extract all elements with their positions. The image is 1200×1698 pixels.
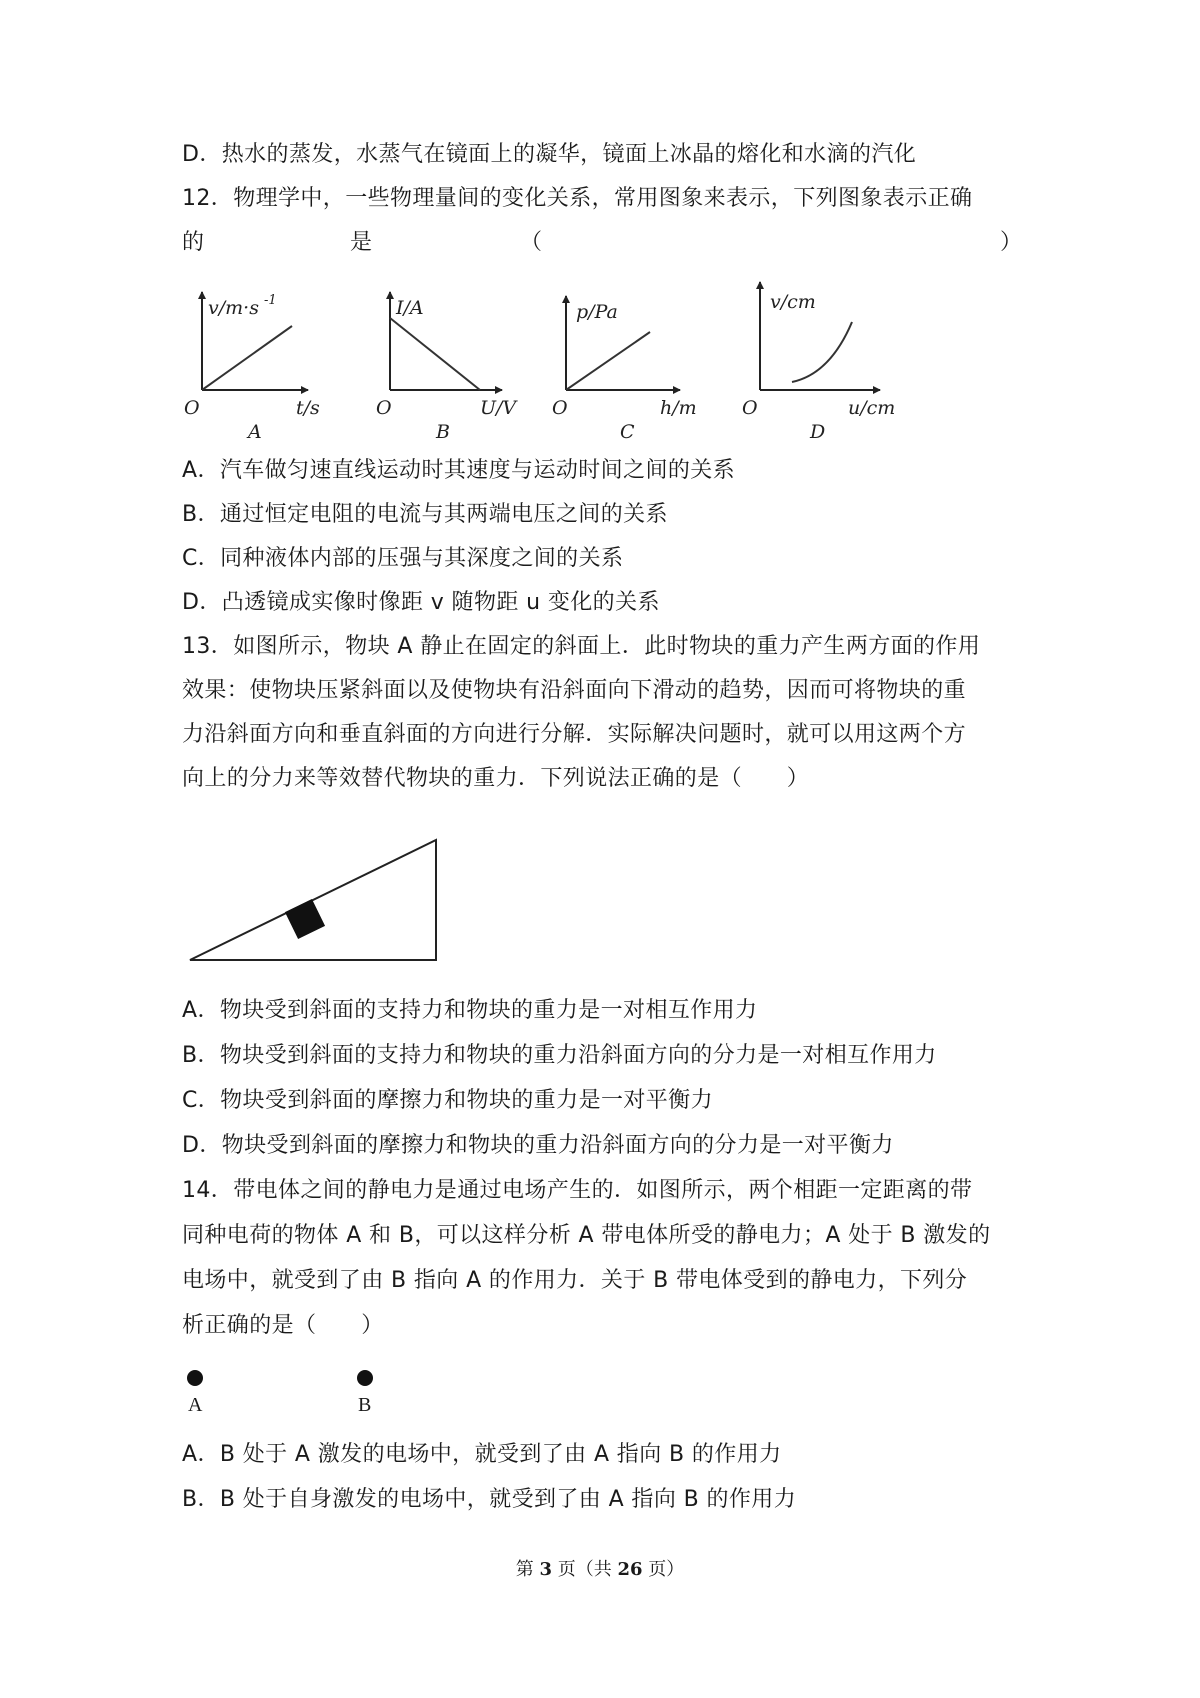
footer-total-pages: 26 — [617, 1559, 643, 1580]
q13-option-c: C．物块受到斜面的摩擦力和物块的重力是一对平衡力 — [182, 1088, 713, 1113]
q14-stem-line-2: 同种电荷的物体 A 和 B，可以这样分析 A 带电体所受的静电力；A 处于 B 激发的 — [182, 1223, 991, 1248]
q11-option-d: D．热水的蒸发，水蒸气在镜面上的凝华，镜面上冰晶的熔化和水滴的汽化 — [182, 142, 917, 167]
q13-stem-line-4: 向上的分力来等效替代物块的重力．下列说法正确的是（ ） — [182, 766, 810, 791]
charge-b-dot — [357, 1370, 373, 1386]
q12-stem-part-a: 的 — [182, 230, 205, 255]
graph-d-caption: D — [810, 421, 826, 440]
graph-a-data-line — [202, 326, 292, 390]
incline-figure — [182, 834, 452, 968]
footer-prefix: 第 — [515, 1559, 540, 1580]
graph-b-data-line — [390, 318, 480, 390]
q14-option-b: B．B 处于自身激发的电场中，就受到了由 A 指向 B 的作用力 — [182, 1487, 797, 1512]
graph-c-y-label: p/Pa — [576, 301, 618, 323]
q14-stem-line-4: 析正确的是（ ） — [182, 1313, 384, 1338]
charge-a-dot — [187, 1370, 203, 1386]
page-footer — [0, 1558, 1200, 1582]
q12-stem-part-b: 是 — [350, 230, 373, 255]
q14-stem-line-1: 14．带电体之间的静电力是通过电场产生的．如图所示，两个相距一定距离的带 — [182, 1178, 973, 1203]
q12-option-b: B．通过恒定电阻的电流与其两端电压之间的关系 — [182, 502, 668, 527]
graph-b-x-label: U/V — [480, 397, 517, 419]
graph-c — [552, 296, 697, 440]
q13-option-b: B．物块受到斜面的支持力和物块的重力沿斜面方向的分力是一对相互作用力 — [182, 1043, 937, 1068]
block-a — [285, 899, 325, 939]
graph-a-x-label: t/s — [296, 397, 320, 419]
charge-b-label: B — [358, 1394, 372, 1416]
q12-paren-close: ） — [1000, 230, 1023, 255]
footer-page-number: 3 — [539, 1559, 552, 1580]
q12-stem-line-1: 12．物理学中，一些物理量间的变化关系，常用图象来表示，下列图象表示正确 — [182, 186, 973, 211]
q13-stem-line-2: 效果：使物块压紧斜面以及使物块有沿斜面向下滑动的趋势，因而可将物块的重 — [182, 678, 967, 703]
incline-triangle — [190, 840, 436, 960]
graph-b-origin: O — [376, 397, 392, 419]
graph-a-caption: A — [248, 421, 262, 440]
graph-c-data-line — [566, 332, 650, 390]
graph-b — [376, 292, 518, 440]
graph-a — [184, 292, 320, 440]
q13-stem-line-1: 13．如图所示，物块 A 静止在固定的斜面上．此时物块的重力产生两方面的作用 — [182, 634, 981, 659]
graph-d-data-curve — [792, 322, 852, 382]
q12-paren-open: （ — [520, 230, 543, 255]
footer-middle: 页（共 — [552, 1559, 618, 1580]
graph-b-caption: B — [436, 421, 450, 440]
graph-d-y-label: v/cm — [770, 291, 816, 313]
graph-a-y-label: v/m·s — [208, 297, 259, 319]
q12-option-d: D．凸透镜成实像时像距 v 随物距 u 变化的关系 — [182, 590, 660, 615]
q12-graphs-figure — [180, 278, 960, 440]
graph-d-origin: O — [742, 397, 758, 419]
graph-c-caption: C — [620, 421, 635, 440]
graph-c-x-label: h/m — [660, 397, 697, 419]
graph-b-y-label: I/A — [396, 297, 424, 319]
footer-suffix: 页） — [642, 1559, 685, 1580]
q12-option-c: C．同种液体内部的压强与其深度之间的关系 — [182, 546, 624, 571]
q12-option-a: A．汽车做匀速直线运动时其速度与运动时间之间的关系 — [182, 458, 736, 483]
q13-option-a: A．物块受到斜面的支持力和物块的重力是一对相互作用力 — [182, 998, 758, 1023]
q13-option-d: D．物块受到斜面的摩擦力和物块的重力沿斜面方向的分力是一对平衡力 — [182, 1133, 894, 1158]
charge-a-label: A — [188, 1394, 203, 1416]
graph-a-origin: O — [184, 397, 200, 419]
q13-stem-line-3: 力沿斜面方向和垂直斜面的方向进行分解．实际解决问题时，就可以用这两个方 — [182, 722, 967, 747]
q14-option-a: A．B 处于 A 激发的电场中，就受到了由 A 指向 B 的作用力 — [182, 1442, 782, 1467]
graph-a-y-sup: -1 — [264, 293, 277, 308]
graph-d — [742, 282, 895, 440]
graph-c-origin: O — [552, 397, 568, 419]
graph-d-x-label: u/cm — [848, 397, 896, 419]
q14-stem-line-3: 电场中，就受到了由 B 指向 A 的作用力．关于 B 带电体受到的静电力，下列分 — [182, 1268, 968, 1293]
